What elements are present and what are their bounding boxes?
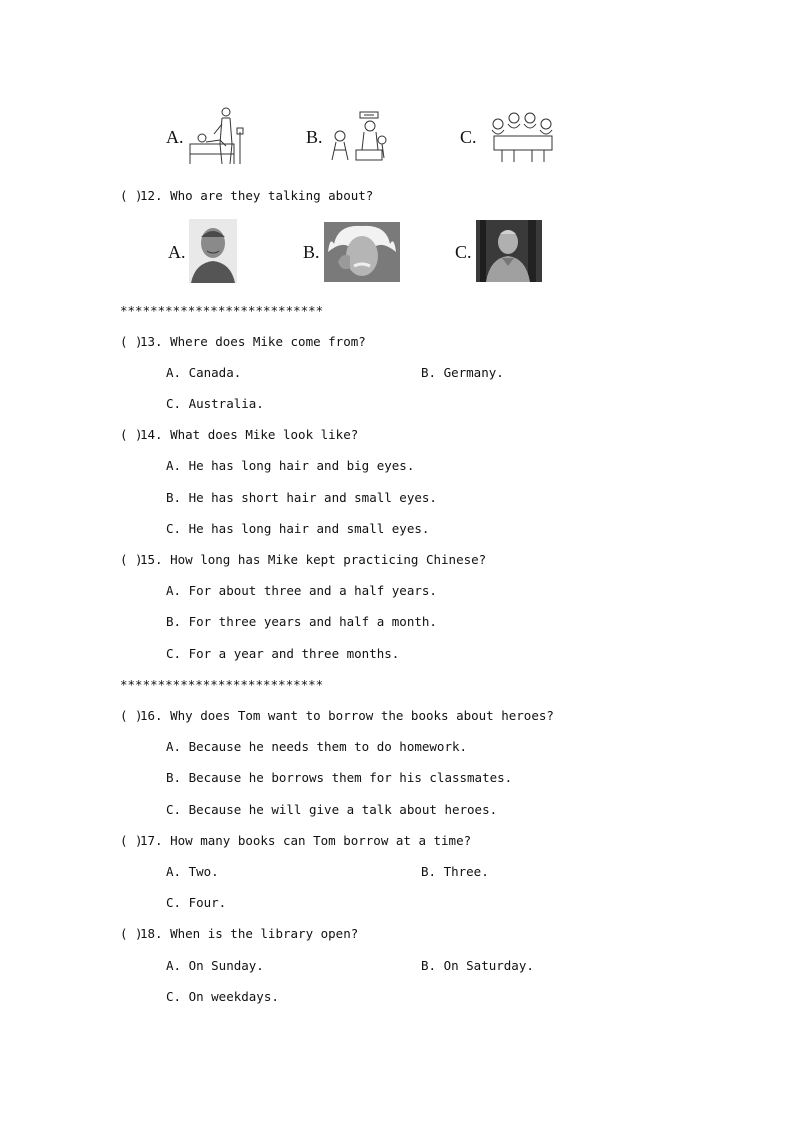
q18-option-b[interactable]: B. On Saturday. (421, 958, 534, 973)
q14-option-b[interactable]: B. He has short hair and small eyes. (166, 490, 437, 505)
q16-question: 16. Why does Tom want to borrow the books about heroes? (140, 708, 554, 723)
q12-option-c-label: C. (455, 242, 472, 262)
q12-option-b-label: B. (303, 242, 320, 262)
q13-answer-bracket[interactable]: ( ) (120, 334, 143, 349)
q13-option-a[interactable]: A. Canada. (166, 365, 242, 380)
q18-answer-bracket[interactable]: ( ) (120, 926, 143, 941)
q16-option-c[interactable]: C. Because he will give a talk about heroes. (166, 802, 498, 817)
q18-option-c[interactable]: C. On weekdays. (166, 989, 279, 1004)
q14-question: 14. What does Mike look like? (140, 427, 359, 442)
q11-option-a-label: A. (166, 127, 184, 147)
q17-question: 17. How many books can Tom borrow at a time? (140, 833, 472, 848)
surgery-team-illustration (484, 108, 562, 166)
q17-answer-bracket[interactable]: ( ) (120, 833, 143, 848)
q11-option-b-label: B. (306, 127, 323, 147)
doctor-bedside-illustration (186, 104, 250, 168)
q15-answer-bracket[interactable]: ( ) (120, 552, 143, 567)
man-in-forest-photo (476, 220, 542, 282)
q13-option-c[interactable]: C. Australia. (166, 396, 264, 411)
q14-option-c[interactable]: C. He has long hair and small eyes. (166, 521, 430, 536)
q16-option-b[interactable]: B. Because he borrows them for his classmates. (166, 770, 513, 785)
q17-option-b[interactable]: B. Three. (421, 864, 489, 879)
q15-option-a[interactable]: A. For about three and a half years. (166, 583, 437, 598)
q12-answer-bracket[interactable]: ( ) (120, 188, 143, 203)
q13-option-b[interactable]: B. Germany. (421, 365, 504, 380)
q13-question: 13. Where does Mike come from? (140, 334, 366, 349)
q18-question: 18. When is the library open? (140, 926, 359, 941)
q17-option-a[interactable]: A. Two. (166, 864, 219, 879)
section-divider: *************************** (120, 303, 324, 318)
q14-answer-bracket[interactable]: ( ) (120, 427, 143, 442)
q12-option-a-label: A. (168, 242, 186, 262)
q15-option-c[interactable]: C. For a year and three months. (166, 646, 400, 661)
section-divider: *************************** (120, 677, 324, 692)
q14-option-a[interactable]: A. He has long hair and big eyes. (166, 458, 415, 473)
q16-answer-bracket[interactable]: ( ) (120, 708, 143, 723)
q15-question: 15. How long has Mike kept practicing Chinese? (140, 552, 487, 567)
q16-option-a[interactable]: A. Because he needs them to do homework. (166, 739, 468, 754)
q15-option-b[interactable]: B. For three years and half a month. (166, 614, 437, 629)
white-haired-scientist-photo (324, 222, 400, 282)
hospital-visit-illustration (326, 110, 392, 168)
q12-question: 12. Who are they talking about? (140, 188, 374, 203)
q11-option-c-label: C. (460, 127, 477, 147)
q17-option-c[interactable]: C. Four. (166, 895, 227, 910)
elderly-man-portrait-photo (189, 219, 237, 283)
q18-option-a[interactable]: A. On Sunday. (166, 958, 264, 973)
